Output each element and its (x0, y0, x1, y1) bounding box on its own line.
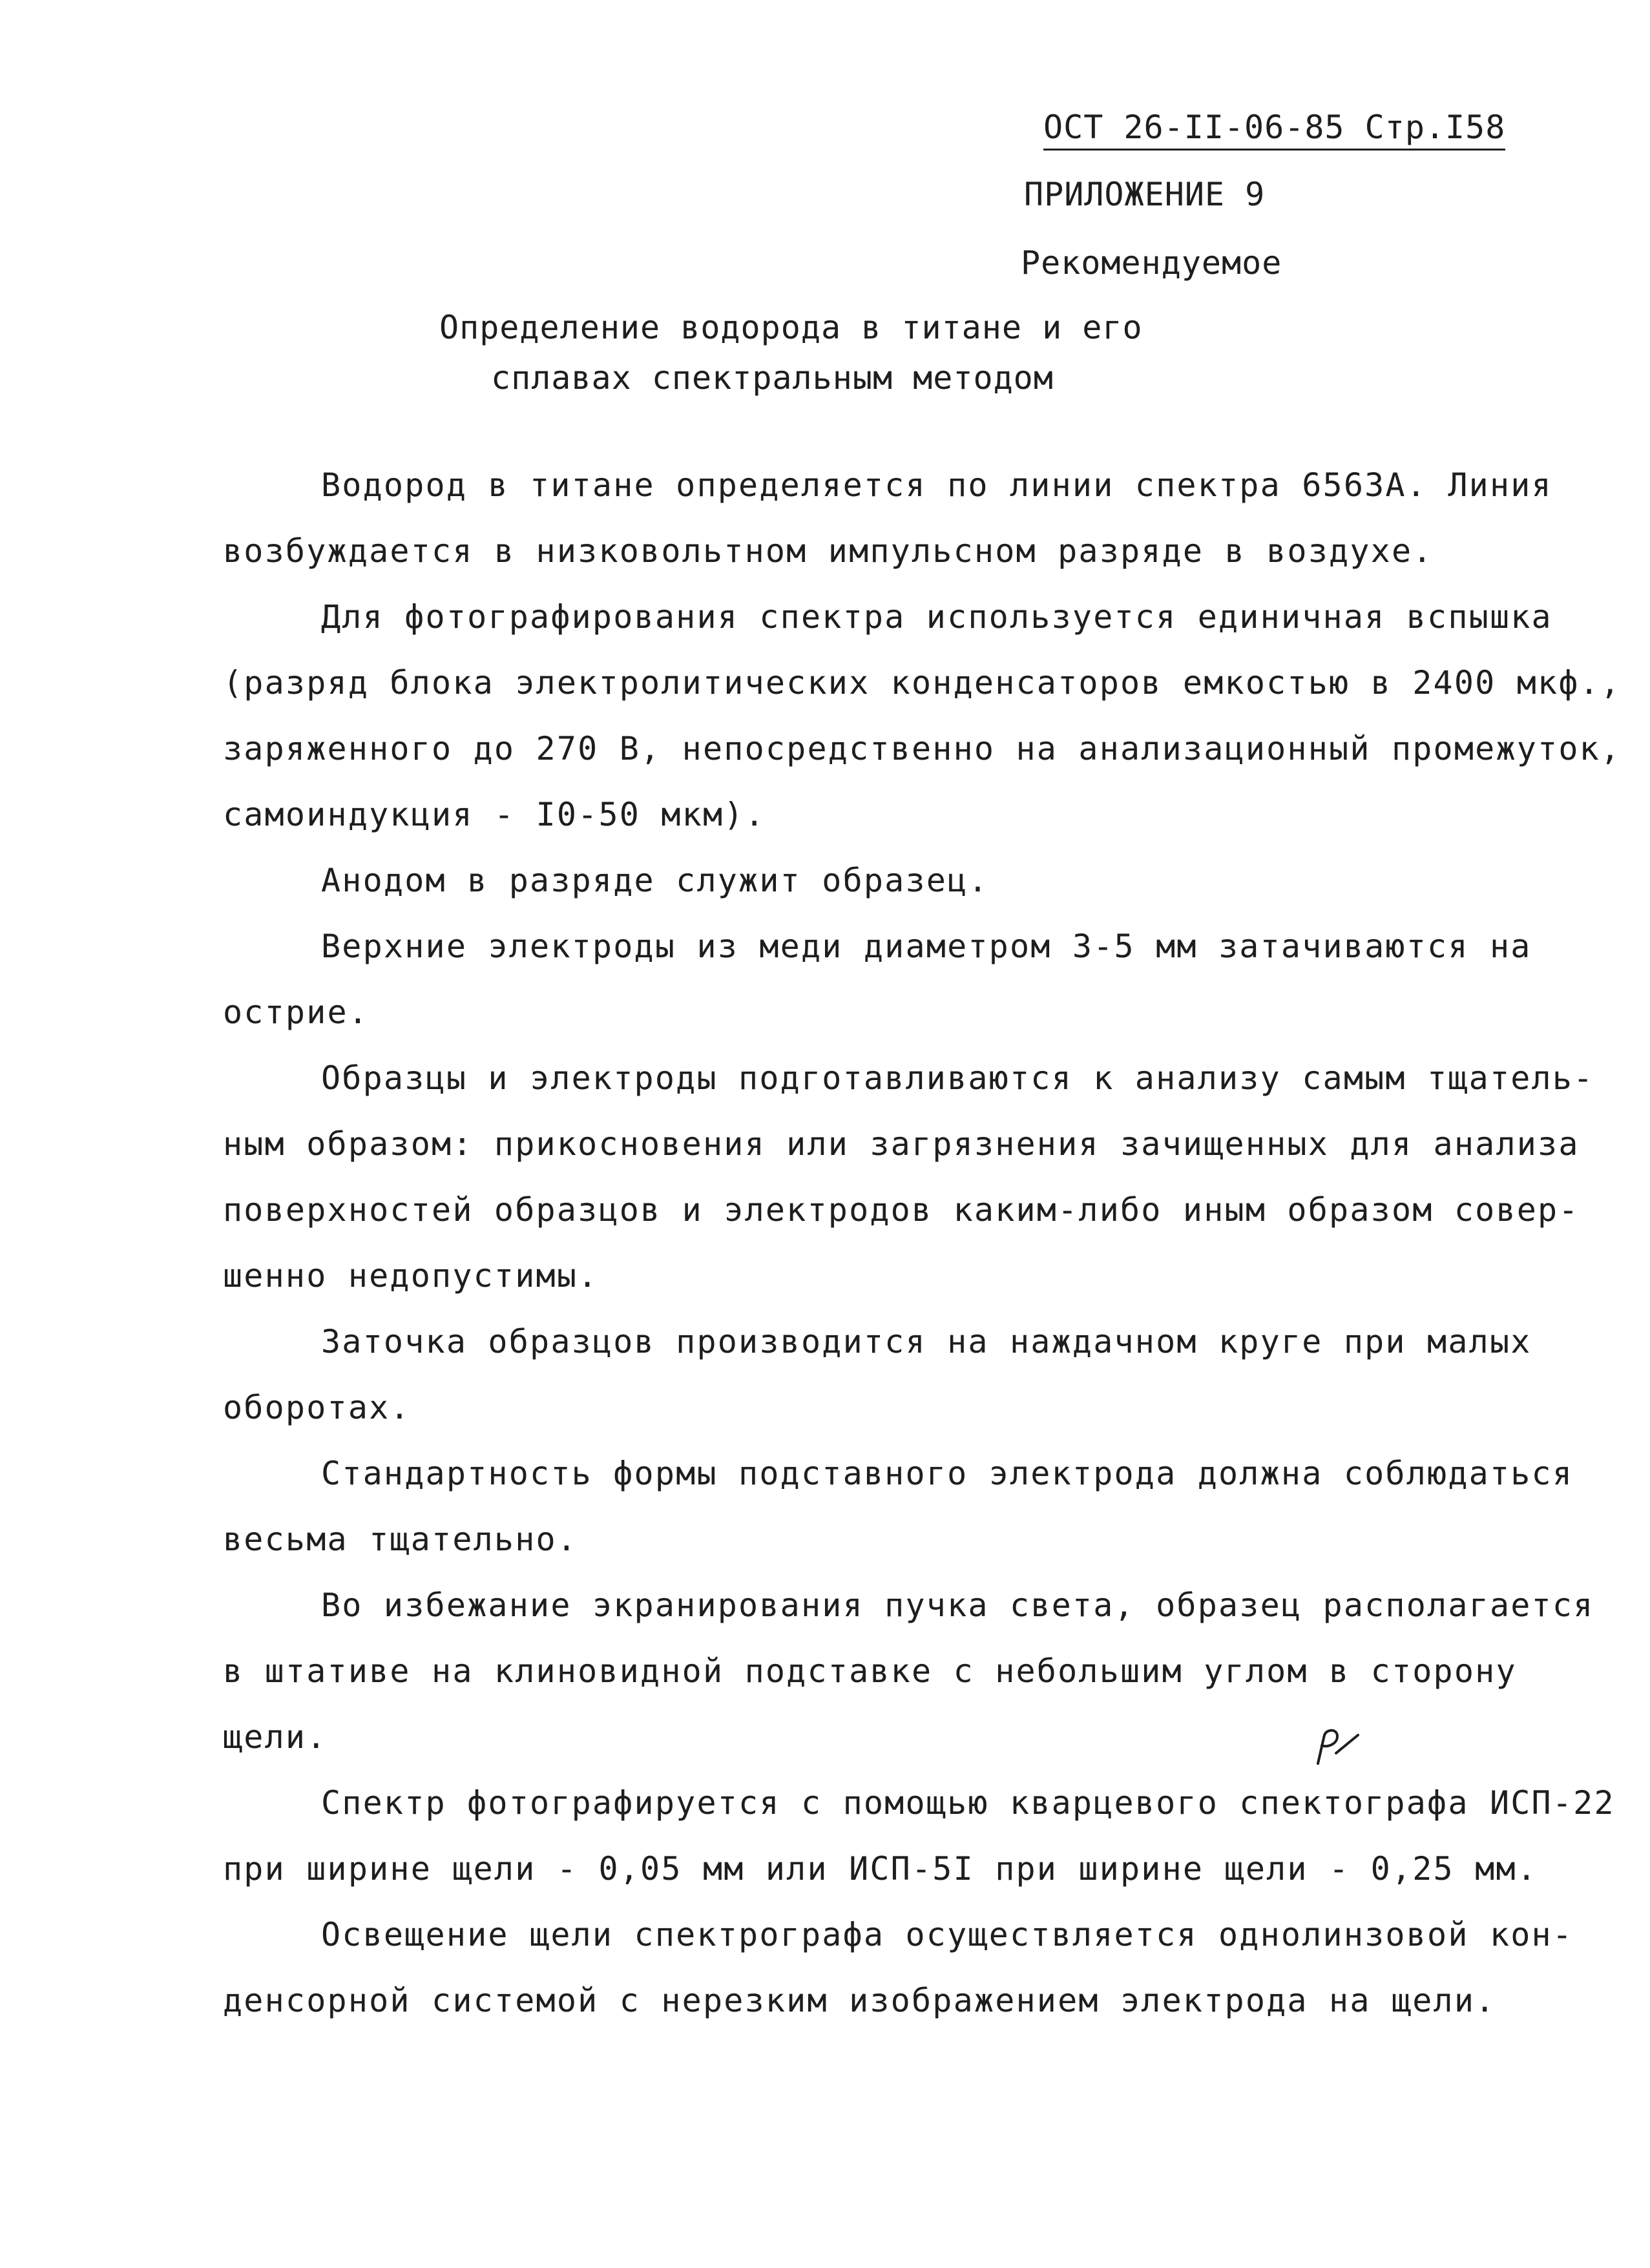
body-line: Стандартность формы подставного электрода должна соблюдаться (321, 1455, 1574, 1492)
body-line: оборотах. (223, 1389, 411, 1426)
body-line: острие. (223, 994, 370, 1031)
body-line: Анодом в разряде служит образец. (321, 862, 989, 899)
body-line: щели. (223, 1718, 328, 1756)
handwritten-correction-mark (1299, 1723, 1370, 1775)
document-title-line-1: Определение водорода в титане и его (439, 309, 1143, 346)
body-line: Водород в титане определяется по линии спектра 6563А. Линия (321, 466, 1552, 504)
appendix-status: Рекомендуемое (1021, 244, 1282, 282)
body-line: Заточка образцов производится на наждачном круге при малых (321, 1323, 1532, 1360)
body-line: ным образом: прикосновения или загрязнения зачищенных для анализа (223, 1125, 1580, 1163)
body-line: весьма тщательно. (223, 1521, 578, 1558)
body-line: в штативе на клиновидной подставке с небольшим углом в сторону (223, 1652, 1517, 1690)
body-line: Для фотографирования спектра используется единичная вспышка (321, 598, 1552, 636)
body-line: Спектр фотографируется с помощью кварцевого спектографа ИСП-22 (321, 1784, 1615, 1822)
body-line: Освещение щели спектрографа осуществляется однолинзовой кон- (321, 1916, 1574, 1953)
document-title-line-2: сплавах спектральным методом (491, 359, 1054, 397)
body-line: Во избежание экранирования пучка света, образец располагается (321, 1587, 1594, 1624)
body-text (223, 452, 1622, 2034)
document-reference: ОСТ 26-II-06-85 Стр.I58 (1043, 109, 1505, 151)
body-line: поверхностей образцов и электродов каким-либо иным образом совер- (223, 1191, 1580, 1229)
body-line: шенно недопустимы. (223, 1257, 599, 1295)
body-line: Образцы и электроды подготавливаются к анализу самым тщатель- (321, 1059, 1594, 1097)
body-line: заряженного до 270 В, непосредственно на анализационный промежуток, (223, 730, 1622, 767)
appendix-label: ПРИЛОЖЕНИЕ 9 (1024, 176, 1266, 213)
body-line: возбуждается в низковольтном импульсном разряде в воздухе. (223, 532, 1434, 570)
body-line: самоиндукция - I0-50 мкм). (223, 796, 766, 833)
body-line: денсорной системой с нерезким изображением электрода на щели. (223, 1982, 1496, 2019)
body-line: (разряд блока электролитических конденсаторов емкостью в 2400 мкф., (223, 664, 1622, 702)
body-line: Верхние электроды из меди диаметром 3-5 мм затачиваются на (321, 928, 1532, 965)
body-line: при ширине щели - 0,05 мм или ИСП-5I при ширине щели - 0,25 мм. (223, 1850, 1538, 1888)
